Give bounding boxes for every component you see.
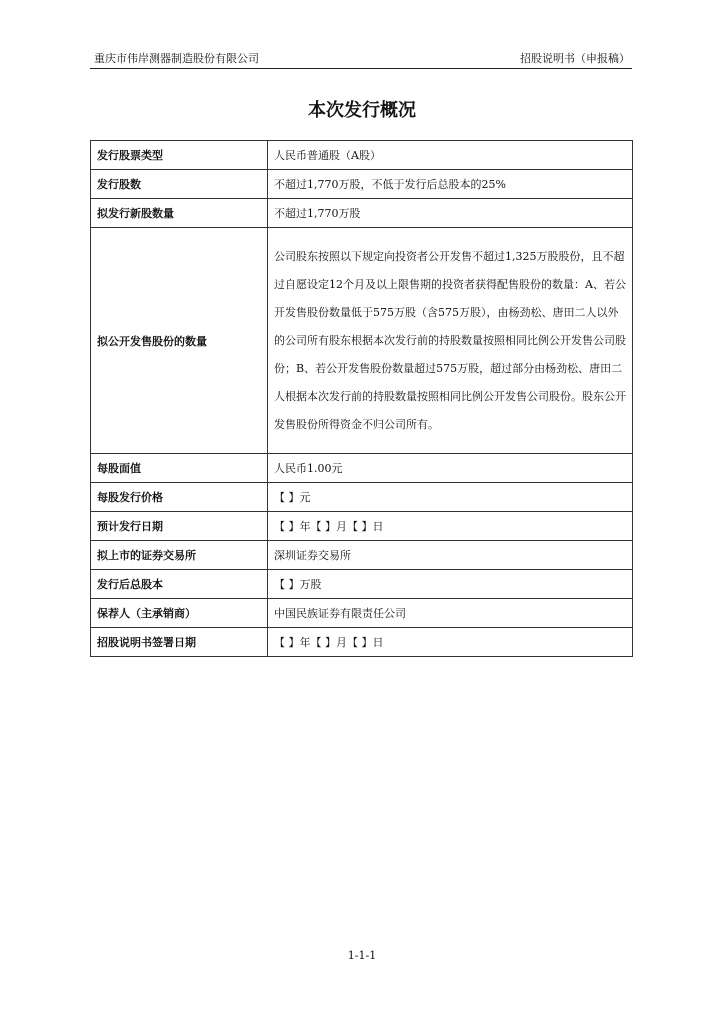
page-title: 本次发行概况 <box>308 100 416 121</box>
company-name: 重庆市伟岸测器制造股份有限公司 <box>94 52 259 65</box>
page-header <box>90 52 632 69</box>
row-value: 【 】万股 <box>268 570 633 599</box>
row-label: 拟上市的证券交易所 <box>91 541 268 570</box>
table-row <box>91 599 633 628</box>
row-value: 人民币普通股（A股） <box>268 141 633 170</box>
document-type: 招股说明书（申报稿） <box>520 52 630 65</box>
offering-summary-table <box>90 140 633 657</box>
table-row <box>91 141 633 170</box>
table-row <box>91 483 633 512</box>
row-value: 深圳证券交易所 <box>268 541 633 570</box>
row-label: 发行股数 <box>91 170 268 199</box>
table-row <box>91 628 633 657</box>
row-label: 发行股票类型 <box>91 141 268 170</box>
row-label: 发行后总股本 <box>91 570 268 599</box>
row-value: 【 】元 <box>268 483 633 512</box>
row-label: 预计发行日期 <box>91 512 268 541</box>
table-row <box>91 512 633 541</box>
row-label: 拟发行新股数量 <box>91 199 268 228</box>
row-value: 不超过1,770万股，不低于发行后总股本的25% <box>268 170 633 199</box>
row-label: 拟公开发售股份的数量 <box>91 228 268 454</box>
table-row <box>91 170 633 199</box>
row-value: 不超过1,770万股 <box>268 199 633 228</box>
page-number: 1-1-1 <box>347 949 377 962</box>
row-label: 每股面值 <box>91 454 268 483</box>
row-value: 【 】年【 】月【 】日 <box>268 628 633 657</box>
row-value: 公司股东按照以下规定向投资者公开发售不超过1,325万股股份，且不超过自愿设定12个月及以上限售期的投资者获得配售股份的数量：A、若公开发售股份数量低于575万股（含575万股），由杨劲松、唐田二人以外的公司所有股东根据本次发行前的持股数量按照相同比例公开发售公司股份；B、若公开发售股份数量超过575万股，超过部分由杨劲松、唐田二人根据本次发行前的持股数量按照相同比例公开发售公司股份。股东公开发售股份所得资金不归公司所有。 <box>268 228 633 454</box>
row-value: 【 】年【 】月【 】日 <box>268 512 633 541</box>
table-row <box>91 454 633 483</box>
table-row <box>91 228 633 454</box>
row-value: 中国民族证券有限责任公司 <box>268 599 633 628</box>
table-row <box>91 199 633 228</box>
table-row <box>91 541 633 570</box>
table-row <box>91 570 633 599</box>
row-label: 招股说明书签署日期 <box>91 628 268 657</box>
row-value: 人民币1.00元 <box>268 454 633 483</box>
row-label: 每股发行价格 <box>91 483 268 512</box>
row-label: 保荐人（主承销商） <box>91 599 268 628</box>
